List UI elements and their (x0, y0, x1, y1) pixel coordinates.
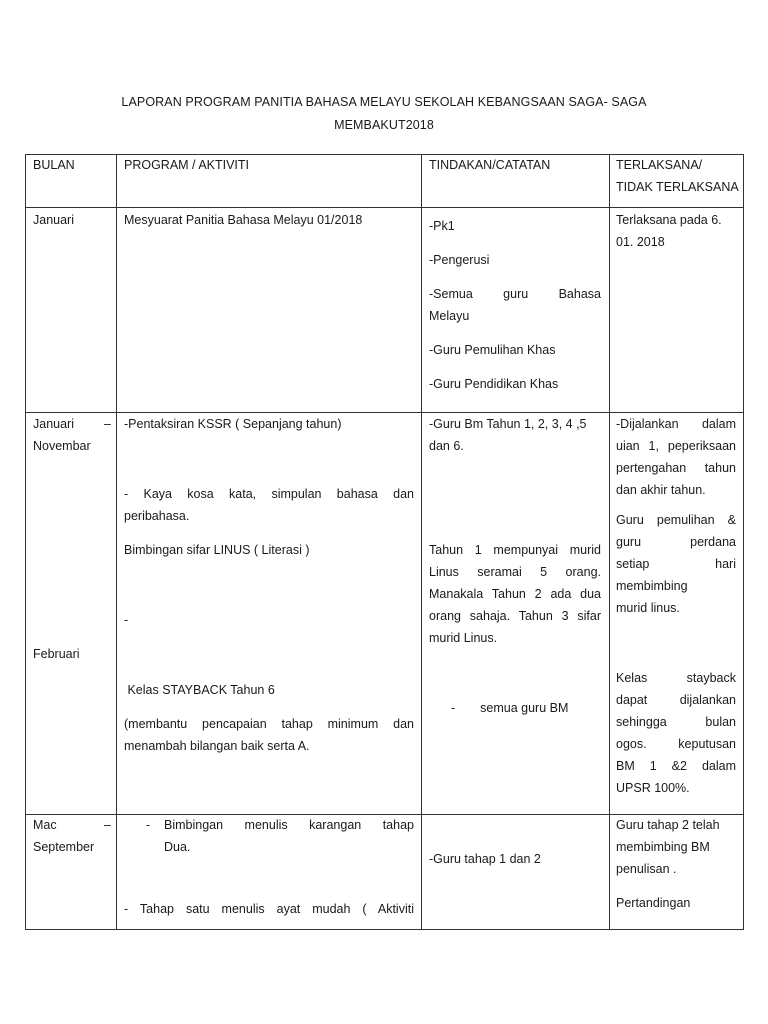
row-divider-header (25, 207, 744, 208)
status-line: Guru pemulihan & (616, 513, 736, 527)
status-line: -Dijalankan dalam (616, 417, 736, 431)
tindakan-line: -Pengerusi (429, 253, 490, 267)
status-line: setiap hari (616, 557, 736, 571)
tindakan-line: dan 6. (429, 439, 464, 453)
status-line: dan akhir tahun. (616, 483, 706, 497)
status-line: pertengahan tahun (616, 461, 736, 475)
program-line: peribahasa. (124, 509, 190, 523)
report-table (25, 154, 744, 930)
row2-program (124, 413, 414, 757)
bulan-dash: – (104, 417, 111, 431)
report-title-line-1: LAPORAN PROGRAM PANITIA BAHASA MELAYU SEKOLAH KEBANGSAAN SAGA- SAGA (121, 95, 647, 109)
status-line: UPSR 100%. (616, 781, 690, 795)
row2-bulan (33, 413, 111, 457)
row2-bulan-februari: Februari (33, 647, 80, 661)
status-line: 01. 2018 (616, 235, 665, 249)
tindakan-line: -Guru Bm Tahun 1, 2, 3, 4 ,5 (429, 417, 587, 431)
tindakan-line: -Semua guru Bahasa (429, 287, 601, 301)
header-status-line-1: TERLAKSANA/ (616, 158, 703, 172)
bulan-start: Mac (33, 818, 57, 832)
status-line: Kelas stayback (616, 671, 736, 685)
header-status (616, 154, 739, 198)
program-line: Bimbingan sifar LINUS ( Literasi ) (124, 543, 310, 557)
table-border-bottom (25, 929, 744, 930)
header-program: PROGRAM / AKTIVITI (124, 158, 250, 172)
program-line: Kelas STAYBACK Tahun 6 (124, 683, 275, 697)
tindakan-line: -Guru Pemulihan Khas (429, 343, 556, 357)
status-line: guru perdana (616, 535, 736, 549)
program-line: - (124, 613, 129, 627)
row1-bulan: Januari (33, 213, 74, 227)
program-line: - Kaya kosa kata, simpulan bahasa dan (124, 487, 414, 501)
status-line: sehingga bulan (616, 715, 736, 729)
header-status-line-2: TIDAK TERLAKSANA (616, 180, 739, 194)
tindakan-line: -Guru Pendidikan Khas (429, 377, 559, 391)
status-line: dapat dijalankan (616, 693, 736, 707)
tindakan-line: Linus seramai 5 orang. (429, 565, 601, 579)
status-line: membimbing BM (616, 840, 710, 854)
status-line: murid linus. (616, 601, 680, 615)
status-line: ogos. keputusan (616, 737, 736, 751)
row1-tindakan (429, 215, 601, 395)
row3-tindakan: -Guru tahap 1 dan 2 (429, 852, 541, 866)
program-line: Dua. (164, 840, 191, 854)
status-line: penulisan . (616, 862, 677, 876)
bulan-end: Novembar (33, 439, 91, 453)
header-tindakan: TINDAKAN/CATATAN (429, 158, 551, 172)
row1-program: Mesyuarat Panitia Bahasa Melayu 01/2018 (124, 213, 363, 227)
program-line: - Tahap satu menulis ayat mudah ( Aktiviti (124, 902, 414, 916)
status-line: Guru tahap 2 telah (616, 818, 720, 832)
bullet-dash: - (451, 701, 456, 715)
status-line: BM 1 &2 dalam (616, 759, 736, 773)
report-title-line-2: MEMBAKUT2018 (334, 118, 434, 132)
row3-program (124, 814, 414, 920)
row1-status (616, 209, 722, 253)
tindakan-line: -Pk1 (429, 219, 455, 233)
bulan-start: Januari (33, 417, 74, 431)
row3-status (616, 814, 736, 914)
bulan-dash: – (104, 818, 111, 832)
tindakan-line: murid Linus. (429, 631, 498, 645)
status-line: uian 1, peperiksaan (616, 439, 736, 453)
row2-tindakan (429, 413, 601, 719)
status-line: Pertandingan (616, 896, 691, 910)
status-line: Terlaksana pada 6. (616, 213, 722, 227)
header-bulan: BULAN (33, 158, 75, 172)
tindakan-line: orang sahaja. Tahun 3 sifar (429, 609, 601, 623)
bulan-end: September (33, 840, 95, 854)
tindakan-line: Manakala Tahun 2 ada dua (429, 587, 601, 601)
bullet-dash: - (146, 818, 151, 832)
tindakan-line: semua guru BM (480, 701, 569, 715)
program-line: Bimbingan menulis karangan tahap (164, 818, 414, 832)
program-line: (membantu pencapaian tahap minimum dan (124, 717, 414, 731)
row3-bulan (33, 814, 111, 858)
tindakan-line: Melayu (429, 309, 470, 323)
program-line: -Pentaksiran KSSR ( Sepanjang tahun) (124, 417, 342, 431)
status-line: membimbing (616, 579, 688, 593)
row2-status (616, 413, 736, 799)
program-line: menambah bilangan baik serta A. (124, 739, 310, 753)
tindakan-line: Tahun 1 mempunyai murid (429, 543, 601, 557)
